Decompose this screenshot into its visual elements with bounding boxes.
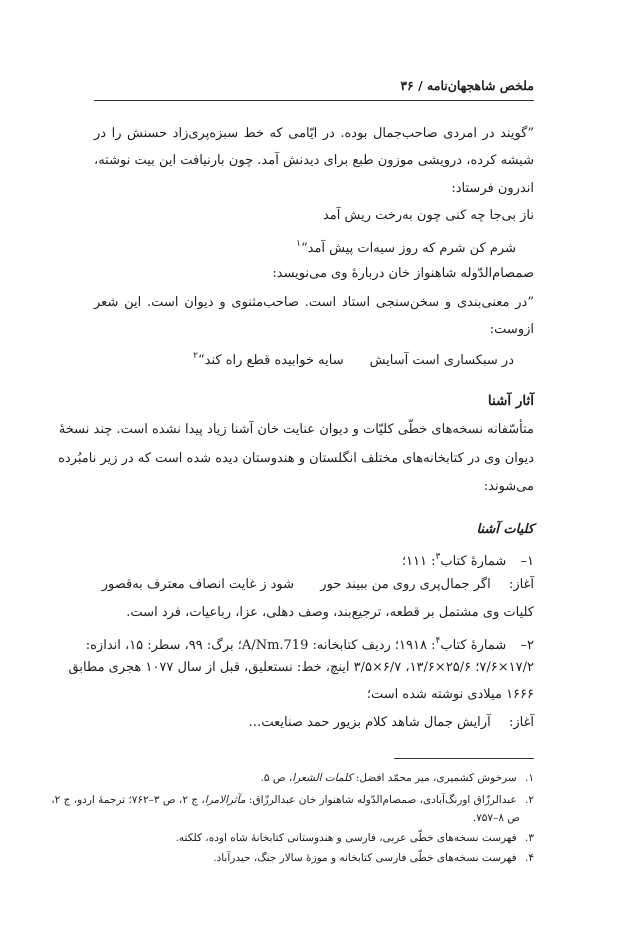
list-item-2-line2: ۱۷/۲×۷/۶؛ ۲۵/۶×۱۳/۶، ۶/۷×۳/۵ اینچ، خط: نستعلیق، قبل از سال ۱۰۷۷ هجری مطابق <box>68 660 534 675</box>
item2-opening-label: آغاز: <box>508 715 534 730</box>
footnote-2-continuation: ص ۸–۷۵۷. <box>472 812 520 824</box>
verse2-text: شرم کن شرم که روز سیه‌ات پیش آمد“ <box>300 241 516 256</box>
section1-para-line1: متأسّفانه نسخه‌های خطّی کلیّات و دیوان عنایت خان آشنا زیاد پیدا نشده است. چند نسخهٔ <box>58 422 534 437</box>
verse-hemistich-a: در سبکساری است آسایش <box>369 353 514 368</box>
footnote-1-page: ، ص ۵. <box>260 772 293 784</box>
item1-opening-hemistich1: اگر جمال‌پری روی من ببیند حور <box>320 577 491 592</box>
section-heading-works: آثار آشنا <box>487 393 534 409</box>
footnote-4-number: ۴. <box>525 852 534 864</box>
footnote-1-number: ۱. <box>525 772 534 784</box>
item2-opening-text: آرایش جمال شاهد کلام بزیور حمد صنایعت… <box>248 715 491 730</box>
footnote-3-text: فهرست نسخه‌های خطّی عربی، فارسی و هندوستانی کتابخانهٔ شاه اوده، کلکته. <box>175 832 517 844</box>
footnote-ref-4: ۴ <box>435 636 441 646</box>
verse1: ناز بی‌جا چه کنی چون به‌رخت ریش آمد <box>322 208 534 223</box>
footnote-ref-2: ۲ <box>193 351 198 361</box>
item1-number: ۱– <box>520 554 534 569</box>
footnote-1-text: سرخوش کشمیری، میر محمّد افضل: <box>352 772 517 784</box>
item2-details: : ۱۹۱۸؛ ردیف کتابخانه: A/Nm.719؛ برگ: ۹۹، سطر: ۱۵، اندازه: <box>85 638 436 653</box>
footnote-2 <box>51 792 534 808</box>
running-header: ملخص شاهجهان‌نامه / ۳۶ <box>400 78 534 93</box>
footnote-4 <box>94 850 534 866</box>
footnote-2-number: ۲. <box>525 794 534 806</box>
item1-opening-label: آغاز: <box>508 577 534 592</box>
footnote-ref-3: ۳ <box>435 552 441 562</box>
item1-opening-hemistich2: شود ز غایت انصاف معترف به‌قصور <box>101 577 295 592</box>
footnote-3-number: ۳. <box>525 832 534 844</box>
quote2-line2: ازوست: <box>489 322 534 337</box>
list-item-2-line3: ۱۶۶۶ میلادی نوشته شده است؛ <box>366 687 534 702</box>
quote2-line1: ”در معنی‌بندی و سخن‌سنجی استاد است. صاحب‌مثنوی و دیوان است. این شعر <box>94 295 534 310</box>
footnote-ref-1: ۱ <box>296 239 301 249</box>
footnote-3 <box>94 830 534 846</box>
item2-opening <box>94 714 534 732</box>
item2-number: ۲– <box>520 638 534 653</box>
item1-opening <box>94 576 534 594</box>
section1-para-line2: دیوان وی در کتابخانه‌های مختلف انگلستان و هندوستان دیده شده است که در زیر نامبُرده <box>58 451 534 466</box>
item1-label: شمارهٔ کتاب <box>440 554 507 569</box>
footnote-4-text: فهرست نسخه‌های خطّی فارسی کتابخانه و موزهٔ سالار جنگ، حیدرآباد. <box>213 852 517 864</box>
verse2 <box>94 235 516 258</box>
intro2: صمصام‌الدّوله شاهنواز خان دربارهٔ وی می‌نویسد: <box>272 266 534 281</box>
footnote-rule <box>394 758 534 759</box>
section1-para-line3: می‌شوند: <box>483 479 534 494</box>
footnote-2-text: عبدالرزّاق اورنگ‌آبادی، صمصام‌الدّوله شاهنواز خان عبدالرزّاق: <box>245 794 517 806</box>
list-item-1 <box>94 548 534 571</box>
item1-value: : ۱۱۱؛ <box>401 554 436 569</box>
quote2-verse <box>94 347 514 370</box>
list-item-2-line1 <box>85 632 534 655</box>
footnote-2-page: ، ج ۲، ص ۳–۷۶۲؛ ترجمهٔ اردو، ج ۲، <box>51 794 205 806</box>
verse-hemistich-b: سایه خوابیده قطع راه کند“ <box>198 353 344 368</box>
item1-description: کلیات وی مشتمل بر قطعه، ترجیع‌بند، وصف دهلی، عزا، رباعیات، فرد است. <box>126 605 534 620</box>
footnote-1-title: کلمات الشعرا <box>292 772 353 784</box>
header-rule <box>94 100 534 101</box>
footnote-1 <box>94 770 534 786</box>
quote1-line3: اندرون فرستاد: <box>451 181 534 196</box>
quote1-line2: شیشه کرده، درویشی موزون طبع برای دیدنش آمد. چون بارنیافت این بیت نوشته، <box>94 153 534 168</box>
quote1-line1: ”گویند در امردی صاحب‌جمال بوده. در ایّامی که خط سبزه‌پری‌زاد حسنش را در <box>94 126 534 141</box>
item2-label: شمارهٔ کتاب <box>440 638 507 653</box>
section-heading-kulliyat: کلیات آشنا <box>476 522 534 537</box>
footnote-2-title: مآثرالامرا <box>204 794 246 806</box>
